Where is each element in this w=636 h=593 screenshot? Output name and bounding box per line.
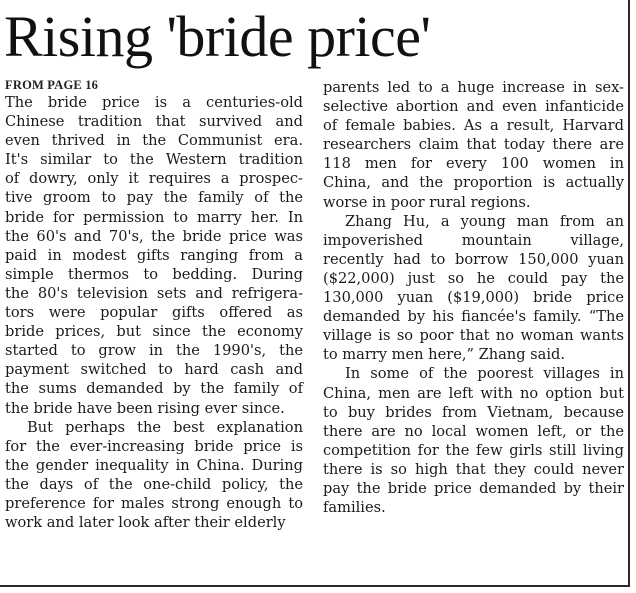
article-line: the 60's and 70's, the bride price was	[5, 227, 303, 245]
article-line: 130,000 yuan ($19,000) bride price	[323, 289, 624, 307]
article-line: bride prices, but since the economy	[5, 323, 303, 341]
article-line: ($22,000) just so he could pay the	[323, 269, 624, 287]
article-line: started to grow in the 1990's, the	[5, 342, 303, 360]
article-line: impoverished mountain village,	[323, 231, 624, 249]
article-line: tive groom to pay the family of the	[5, 189, 303, 207]
article-line: In some of the poorest villages in	[345, 365, 624, 383]
article-line: recently had to borrow 150,000 yuan	[323, 250, 624, 268]
article-line: there is so high that they could never	[323, 460, 624, 478]
article-line: preference for males strong enough to	[5, 494, 303, 512]
headline: Rising 'bride price'	[4, 4, 431, 69]
article-line: the days of the one-child policy, the	[5, 475, 303, 493]
article-line: researchers claim that today there are	[323, 136, 624, 154]
article-line: paid in modest gifts ranging from a	[5, 246, 303, 264]
article-line: China, men are left with no option but	[323, 384, 624, 402]
article-line: even thrived in the Communist era.	[5, 132, 303, 150]
article-line: the gender inequality in China. During	[5, 456, 303, 474]
article-line: selective abortion and even infanticide	[323, 98, 624, 116]
article-line: The bride price is a centuries-old	[5, 94, 303, 111]
article-line: to marry men here,” Zhang said.	[323, 346, 566, 364]
article-line: worse in poor rural regions.	[323, 193, 531, 211]
article-line: simple thermos to bedding. During	[5, 265, 303, 283]
article-line: village is so poor that no woman wants	[323, 327, 624, 345]
right-column	[323, 78, 624, 517]
article-line: the sums demanded by the family of	[5, 380, 303, 398]
continuation-kicker: FROM PAGE 16	[5, 78, 99, 92]
article-line: to buy brides from Vietnam, because	[323, 403, 624, 421]
article-line: of female babies. As a result, Harvard	[323, 117, 624, 135]
article-line: tors were popular gifts offered as	[5, 304, 303, 322]
left-column-body	[5, 93, 303, 532]
article-paragraph	[323, 212, 624, 365]
article-line: Zhang Hu, a young man from an	[345, 212, 624, 230]
article-line: work and later look after their elderly	[5, 514, 286, 532]
article-line: payment switched to hard cash and	[5, 361, 303, 379]
article-line: China, and the proportion is actually	[323, 174, 624, 192]
article-line: pay the bride price demanded by their	[323, 479, 624, 497]
right-column-body	[323, 78, 624, 517]
article-line: competition for the few girls still living	[323, 441, 624, 459]
article-paragraph	[323, 364, 624, 517]
article-line: It's similar to the Western tradition	[5, 151, 303, 169]
article-paragraph	[5, 93, 303, 418]
left-column	[5, 78, 303, 532]
article-line: But perhaps the best explanation	[27, 418, 303, 436]
article-line: parents led to a huge increase in sex-	[323, 79, 624, 96]
article-line: Chinese tradition that survived and	[5, 113, 303, 131]
article-line: 118 men for every 100 women in	[323, 155, 624, 173]
article-line: for the ever-increasing bride price is	[5, 437, 303, 455]
article-line: demanded by his fiancée's family. “The	[323, 308, 624, 326]
article-line: the 80's television sets and refrigera-	[5, 284, 303, 302]
article-line: there are no local women left, or the	[323, 422, 624, 440]
article-paragraph	[5, 418, 303, 533]
article-line: families.	[323, 499, 386, 517]
article-line: of dowry, only it requires a prospec-	[5, 170, 303, 188]
article-paragraph	[323, 78, 624, 212]
article-line: the bride have been rising ever since.	[5, 399, 285, 417]
article-line: bride for permission to marry her. In	[5, 208, 303, 226]
